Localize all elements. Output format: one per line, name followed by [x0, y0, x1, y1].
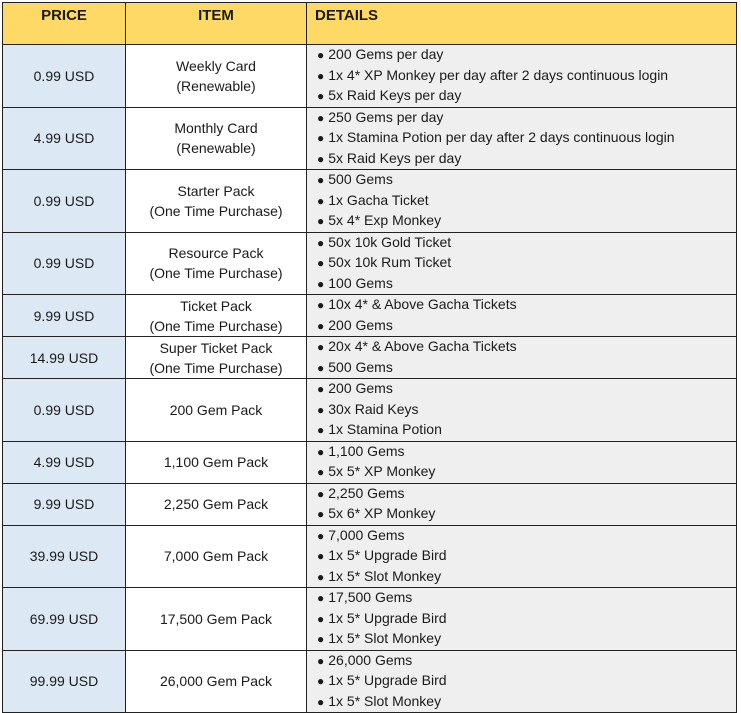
detail-item	[317, 504, 736, 525]
detail-item	[317, 274, 736, 295]
detail-item	[317, 66, 736, 87]
detail-text: 200 Gems per day	[328, 46, 444, 62]
detail-item	[317, 45, 736, 66]
detail-text: 200 Gems	[328, 380, 393, 396]
item-subtitle: (One Time Purchase)	[149, 202, 283, 219]
details-cell	[307, 107, 737, 170]
bullet-icon: ●	[317, 611, 325, 626]
detail-text: 1x Gacha Ticket	[328, 191, 429, 208]
detail-item	[317, 337, 736, 358]
item-name: 200 Gem Pack	[169, 401, 263, 418]
detail-item	[317, 379, 736, 400]
detail-item	[317, 546, 736, 567]
bullet-icon: ●	[317, 423, 325, 437]
bullet-icon: ●	[317, 151, 325, 166]
table-row	[3, 232, 737, 295]
details-cell	[307, 379, 737, 442]
price-cell: 9.99 USD	[3, 483, 126, 525]
item-name: Weekly Card	[176, 57, 256, 74]
detail-item	[317, 295, 736, 316]
header-price: PRICE	[3, 3, 126, 45]
details-cell	[307, 295, 737, 337]
bullet-icon: ●	[317, 235, 325, 250]
table-row	[3, 588, 737, 651]
price-cell: 99.99 USD	[3, 650, 126, 713]
detail-item	[317, 358, 736, 379]
item-cell	[126, 441, 307, 483]
details-cell	[307, 45, 737, 108]
detail-text: 1x Stamina Potion	[328, 421, 442, 437]
detail-text: 30x Raid Keys	[328, 400, 419, 417]
bullet-icon: ●	[317, 68, 325, 83]
detail-item	[317, 253, 736, 274]
detail-text: 17,500 Gems	[328, 589, 413, 605]
item-subtitle: (Renewable)	[176, 140, 256, 157]
detail-item	[317, 211, 736, 232]
item-cell	[126, 337, 307, 379]
item-cell	[126, 379, 307, 442]
table-row	[3, 170, 737, 233]
detail-text: 5x Raid Keys per day	[328, 87, 462, 103]
table-row	[3, 45, 737, 108]
detail-item	[317, 671, 736, 692]
header-item: ITEM	[126, 3, 307, 45]
table-row	[3, 441, 737, 483]
detail-item	[317, 442, 736, 463]
table-row	[3, 337, 737, 379]
bullet-icon: ●	[317, 360, 325, 375]
item-name: 17,500 Gem Pack	[159, 610, 273, 627]
detail-item	[317, 149, 736, 170]
item-subtitle: (One Time Purchase)	[149, 359, 283, 376]
bullet-icon: ●	[317, 173, 325, 187]
detail-item	[317, 108, 736, 129]
price-table	[2, 2, 737, 713]
details-cell	[307, 588, 737, 651]
detail-item	[317, 629, 736, 650]
price-cell: 4.99 USD	[3, 441, 126, 483]
bullet-icon: ●	[317, 110, 325, 125]
price-cell: 69.99 USD	[3, 588, 126, 651]
item-cell	[126, 170, 307, 233]
item-cell	[126, 483, 307, 525]
price-cell: 39.99 USD	[3, 525, 126, 588]
detail-text: 2,250 Gems	[328, 484, 405, 501]
bullet-icon: ●	[317, 674, 325, 688]
detail-text: 250 Gems per day	[328, 108, 444, 125]
bullet-icon: ●	[317, 131, 325, 145]
item-cell	[126, 107, 307, 170]
detail-text: 1x 5* Upgrade Bird	[328, 672, 447, 688]
detail-text: 1x Stamina Potion per day after 2 days continuous login	[328, 129, 675, 145]
detail-text: 1x 5* Slot Monkey	[328, 692, 442, 709]
detail-text: 500 Gems	[328, 171, 393, 187]
detail-item	[317, 588, 736, 609]
item-cell	[126, 45, 307, 108]
detail-text: 1x 4* XP Monkey per day after 2 days continuous login	[328, 66, 669, 83]
bullet-icon: ●	[317, 694, 325, 709]
detail-item	[317, 567, 736, 588]
bullet-icon: ●	[317, 382, 325, 396]
item-name: Resource Pack	[168, 245, 264, 262]
detail-text: 200 Gems	[328, 316, 393, 333]
detail-item	[317, 462, 736, 483]
bullet-icon: ●	[317, 653, 325, 668]
detail-text: 7,000 Gems	[328, 526, 405, 543]
bullet-icon: ●	[317, 89, 325, 103]
bullet-icon: ●	[317, 465, 325, 479]
detail-text: 5x 5* XP Monkey	[328, 463, 436, 479]
bullet-icon: ●	[317, 214, 325, 228]
price-cell: 0.99 USD	[3, 379, 126, 442]
item-subtitle: (One Time Purchase)	[149, 317, 283, 334]
bullet-icon: ●	[317, 318, 325, 333]
item-cell	[126, 295, 307, 337]
bullet-icon: ●	[317, 276, 325, 291]
item-name: 1,100 Gem Pack	[163, 454, 269, 470]
item-name: Ticket Pack	[180, 297, 252, 314]
detail-text: 1x 5* Upgrade Bird	[328, 609, 447, 626]
table-row	[3, 483, 737, 525]
item-name: Monthly Card	[174, 120, 258, 137]
bullet-icon: ●	[317, 193, 325, 208]
item-name: 7,000 Gem Pack	[163, 548, 269, 565]
detail-item	[317, 609, 736, 630]
detail-text: 1x 5* Slot Monkey	[328, 630, 442, 646]
item-cell	[126, 588, 307, 651]
detail-text: 50x 10k Gold Ticket	[328, 233, 452, 250]
table-row	[3, 379, 737, 442]
bullet-icon: ●	[317, 632, 325, 646]
details-cell	[307, 525, 737, 588]
detail-text: 1x 5* Slot Monkey	[328, 567, 442, 584]
detail-text: 1x 5* Upgrade Bird	[328, 547, 447, 563]
detail-item	[317, 191, 736, 212]
bullet-icon: ●	[317, 486, 325, 501]
detail-text: 20x 4* & Above Gacha Tickets	[328, 338, 517, 354]
bullet-icon: ●	[317, 528, 325, 543]
detail-text: 1,100 Gems	[328, 442, 405, 459]
item-cell	[126, 525, 307, 588]
detail-text: 10x 4* & Above Gacha Tickets	[328, 296, 517, 312]
table-row	[3, 107, 737, 170]
details-cell	[307, 650, 737, 713]
bullet-icon: ●	[317, 256, 325, 270]
item-name: 26,000 Gem Pack	[159, 673, 273, 690]
detail-text: 100 Gems	[328, 274, 393, 291]
detail-item	[317, 170, 736, 191]
bullet-icon: ●	[317, 444, 325, 459]
header-details: DETAILS	[307, 3, 737, 45]
bullet-icon: ●	[317, 340, 325, 354]
price-cell: 4.99 USD	[3, 107, 126, 170]
detail-item	[317, 400, 736, 421]
price-cell: 0.99 USD	[3, 45, 126, 108]
item-subtitle: (Renewable)	[176, 77, 256, 94]
details-cell	[307, 170, 737, 233]
details-cell	[307, 483, 737, 525]
item-subtitle: (One Time Purchase)	[149, 265, 283, 282]
table-row	[3, 650, 737, 713]
detail-item	[317, 484, 736, 505]
bullet-icon: ●	[317, 48, 325, 62]
detail-text: 5x 6* XP Monkey	[328, 505, 436, 521]
detail-text: 500 Gems	[328, 358, 393, 375]
detail-item	[317, 128, 736, 149]
item-name: Super Ticket Pack	[159, 339, 273, 356]
detail-item	[317, 420, 736, 441]
detail-item	[317, 316, 736, 337]
item-name: Starter Pack	[177, 182, 255, 199]
item-cell	[126, 650, 307, 713]
item-cell	[126, 232, 307, 295]
item-name: 2,250 Gem Pack	[163, 496, 269, 512]
detail-text: 50x 10k Rum Ticket	[328, 254, 452, 270]
detail-item	[317, 526, 736, 547]
detail-text: 26,000 Gems	[328, 651, 413, 668]
detail-text: 5x 4* Exp Monkey	[328, 212, 442, 228]
details-cell	[307, 232, 737, 295]
header-row	[3, 3, 737, 45]
detail-item	[317, 86, 736, 107]
detail-text: 5x Raid Keys per day	[328, 149, 462, 166]
table-row	[3, 295, 737, 337]
details-cell	[307, 337, 737, 379]
details-cell	[307, 441, 737, 483]
price-cell: 0.99 USD	[3, 232, 126, 295]
bullet-icon: ●	[317, 507, 325, 521]
price-cell: 14.99 USD	[3, 337, 126, 379]
detail-item	[317, 233, 736, 254]
price-cell: 9.99 USD	[3, 295, 126, 337]
detail-item	[317, 651, 736, 672]
bullet-icon: ●	[317, 402, 325, 417]
bullet-icon: ●	[317, 549, 325, 563]
table-row	[3, 525, 737, 588]
price-cell: 0.99 USD	[3, 170, 126, 233]
table-body	[3, 45, 737, 713]
detail-item	[317, 692, 736, 713]
bullet-icon: ●	[317, 569, 325, 584]
bullet-icon: ●	[317, 298, 325, 312]
bullet-icon: ●	[317, 591, 325, 605]
